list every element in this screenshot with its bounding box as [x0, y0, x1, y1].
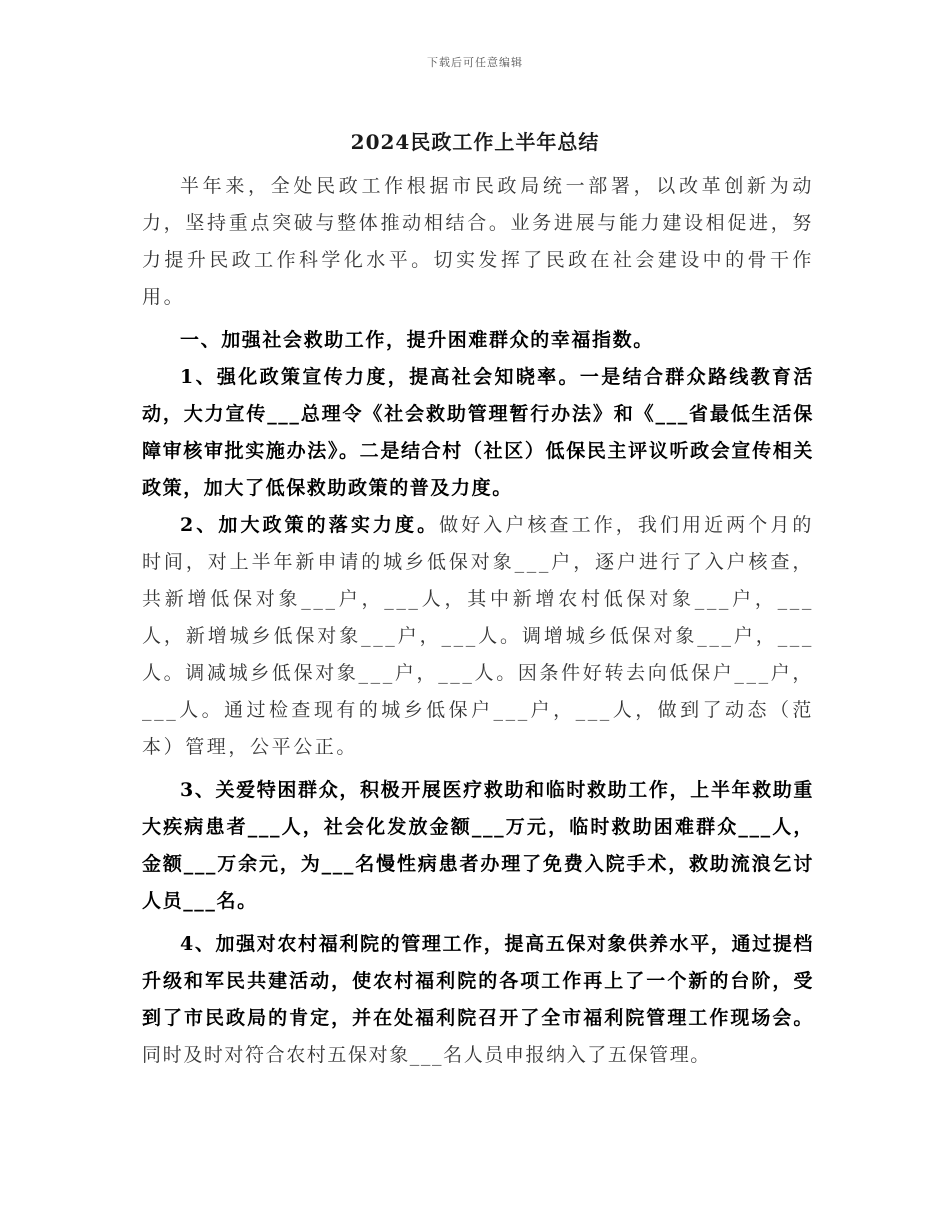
item-1-paragraph: 1、强化政策宣传力度，提高社会知晓率。一是结合群众路线教育活动，大力宣传___总理令《社会救助管理暂行办法》和《___省最低生活保障审核审批实施办法》。二是结合村（社区）低保民主评议听政会宣传相关政策，加大了低保救助政策的普及力度。 [142, 366, 814, 499]
item-2-paragraph [142, 507, 814, 766]
page-header-note: 下载后可任意编辑 [427, 56, 523, 69]
document-title: 2024民政工作上半年总结 [350, 130, 600, 154]
item-2-body: 做好入户核查工作，我们用近两个月的时间，对上半年新申请的城乡低保对象___户，逐户进行了入户核查，共新增低保对象___户，___人，其中新增农村低保对象___户，___人，新增城乡低保对象___户，___人。调增城乡低保对象___户，___人。调减城乡低保对象___户，___人。因条件好转去向低保户___户，___人。通过检查现有的城乡低保户___户，___人，做到了动态（范本）管理，公平公正。 [142, 514, 814, 758]
document-body [142, 168, 814, 1074]
item-4-lead: 4、加强对农村福利院的管理工作，提高五保对象供养水平，通过提档升级和军民共建活动，使农村福利院的各项工作再上了一个新的台阶，受到了市民政局的肯定，并在处福利院召开了全市福利院管理工作现场会。 [142, 933, 814, 1029]
item-4-body: 同时及时对符合农村五保对象___名人员申报纳入了五保管理。 [142, 1044, 711, 1066]
item-2-lead: 2、加大政策的落实力度。 [180, 514, 440, 536]
section-1-heading: 一、加强社会救助工作，提升困难群众的幸福指数。 [180, 329, 654, 351]
item-3-paragraph: 3、关爱特困群众，积极开展医疗救助和临时救助工作，上半年救助重大疾病患者___人，社会化发放金额___万元，临时救助困难群众___人，金额___万余元，为___名慢性病患者办理了免费入院手术，救助流浪乞讨人员___名。 [142, 779, 814, 912]
intro-paragraph: 半年来，全处民政工作根据市民政局统一部署，以改革创新为动力，坚持重点突破与整体推动相结合。业务进展与能力建设相促进，努力提升民政工作科学化水平。切实发挥了民政在社会建设中的骨干作用。 [142, 175, 814, 308]
item-4-paragraph [142, 926, 814, 1074]
